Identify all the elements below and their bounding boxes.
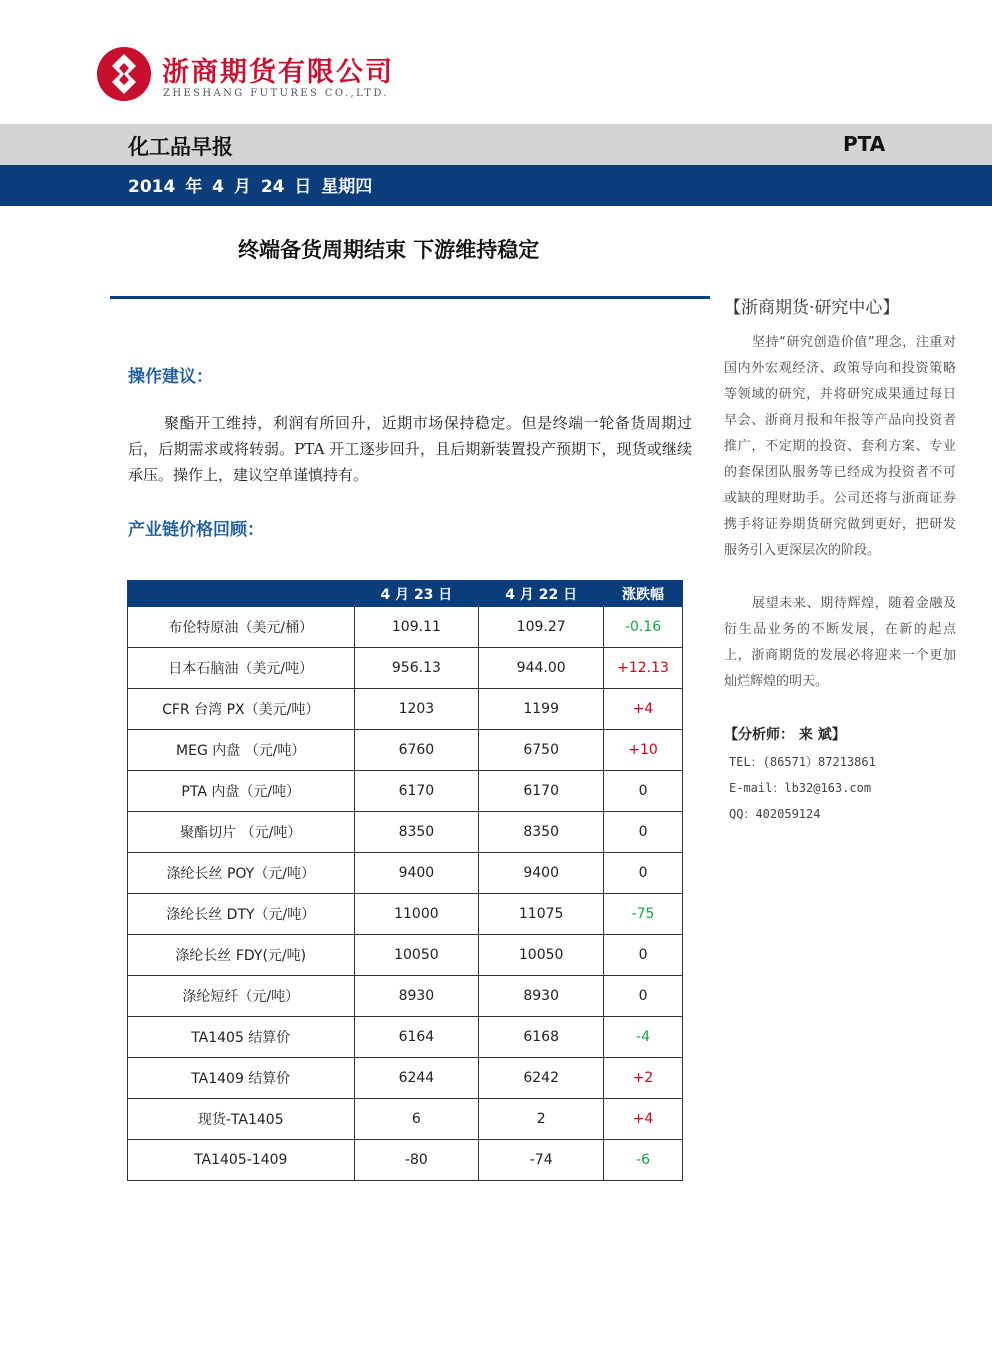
analyst-qq: QQ：402059124: [729, 807, 821, 821]
table-cell-chg: +4: [604, 689, 683, 730]
table-cell-v1: 6164: [354, 1017, 479, 1058]
table-cell-v1: 6170: [354, 771, 479, 812]
table-row: [128, 1099, 683, 1140]
table-cell-chg: +12.13: [604, 648, 683, 689]
table-cell-v2: 1199: [479, 689, 604, 730]
table-cell-chg: 0: [604, 853, 683, 894]
table-cell-chg: +10: [604, 730, 683, 771]
table-cell-v2: 8930: [479, 976, 604, 1017]
analyst-tel: TEL：(86571）87213861: [729, 755, 876, 769]
table-cell-v2: 9400: [479, 853, 604, 894]
headline: 终端备货周期结束 下游维持稳定: [238, 238, 540, 262]
table-cell-name: 布伦特原油（美元/桶）: [128, 607, 355, 648]
table-cell-chg: 0: [604, 812, 683, 853]
report-date: 2014 年 4 月 24 日 星期四: [128, 177, 373, 197]
product-name: PTA: [843, 132, 886, 156]
table-cell-name: TA1405 结算价: [128, 1017, 355, 1058]
table-cell-chg: 0: [604, 976, 683, 1017]
table-cell-v1: 6: [354, 1099, 479, 1140]
brand-name-cn: 浙商期货有限公司: [162, 57, 394, 88]
table-cell-v2: 6750: [479, 730, 604, 771]
table-row: [128, 976, 683, 1017]
table-row: [128, 894, 683, 935]
table-cell-v1: 11000: [354, 894, 479, 935]
table-cell-name: MEG 内盘 （元/吨）: [128, 730, 355, 771]
table-cell-chg: +2: [604, 1058, 683, 1099]
table-cell-v1: 6760: [354, 730, 479, 771]
headline-divider: [110, 296, 710, 299]
table-cell-name: 涤纶短纤（元/吨）: [128, 976, 355, 1017]
table-row: [128, 935, 683, 976]
table-cell-name: 现货-TA1405: [128, 1099, 355, 1140]
review-title: 产业链价格回顾：: [128, 520, 264, 540]
table-cell-name: CFR 台湾 PX（美元/吨）: [128, 689, 355, 730]
table-cell-name: TA1405-1409: [128, 1140, 355, 1181]
table-cell-name: 涤纶长丝 FDY(元/吨): [128, 935, 355, 976]
table-row: [128, 1017, 683, 1058]
table-header: [128, 581, 355, 607]
table-cell-v2: 2: [479, 1099, 604, 1140]
table-cell-chg: 0: [604, 771, 683, 812]
table-cell-v1: 8930: [354, 976, 479, 1017]
table-cell-chg: -0.16: [604, 607, 683, 648]
table-row: [128, 771, 683, 812]
table-cell-chg: -4: [604, 1017, 683, 1058]
table-cell-chg: -75: [604, 894, 683, 935]
table-cell-chg: 0: [604, 935, 683, 976]
table-cell-v1: -80: [354, 1140, 479, 1181]
table-cell-v2: 6170: [479, 771, 604, 812]
table-cell-v2: 11075: [479, 894, 604, 935]
table-cell-name: 涤纶长丝 POY（元/吨）: [128, 853, 355, 894]
table-cell-name: 涤纶长丝 DTY（元/吨）: [128, 894, 355, 935]
table-row: [128, 853, 683, 894]
table-cell-name: 聚酯切片 （元/吨）: [128, 812, 355, 853]
table-cell-v1: 8350: [354, 812, 479, 853]
price-table: [127, 580, 683, 1181]
table-cell-v2: 6168: [479, 1017, 604, 1058]
table-cell-v2: 6242: [479, 1058, 604, 1099]
sidebar-outlook: 展望未来、期待辉煌，随着金融及衍生品业务的不断发展，在新的起点上，浙商期货的发展必将迎来一个更加灿烂辉煌的明天。: [724, 596, 956, 689]
report-type: 化工品早报: [128, 135, 233, 159]
company-logo-icon: [96, 46, 152, 102]
brand-name-en: ZHESHANG FUTURES CO.,LTD.: [163, 88, 389, 99]
table-cell-v2: 109.27: [479, 607, 604, 648]
table-cell-v1: 10050: [354, 935, 479, 976]
table-row: [128, 730, 683, 771]
table-cell-name: 日本石脑油（美元/吨）: [128, 648, 355, 689]
table-cell-v1: 9400: [354, 853, 479, 894]
table-cell-v1: 956.13: [354, 648, 479, 689]
table-cell-v2: -74: [479, 1140, 604, 1181]
table-cell-chg: +4: [604, 1099, 683, 1140]
table-cell-v1: 1203: [354, 689, 479, 730]
analyst-title: 【分析师： 来 斌】: [724, 727, 846, 743]
table-row: [128, 812, 683, 853]
sidebar-title: 【浙商期货·研究中心】: [724, 298, 900, 318]
sidebar-intro: 坚持“研究创造价值”理念，注重对国内外宏观经济、政策导向和投资策略等领域的研究，并将研究成果通过每日早会、浙商月报和年报等产品向投资者推广，不定期的投资、套利方案、专业的套保团队服务等已经成为投资者不可或缺的理财助手。公司还将与浙商证券携手将证券期货研究做到更好，把研发服务引入更深层次的阶段。: [724, 335, 956, 558]
advice-title: 操作建议：: [128, 367, 213, 387]
table-cell-v1: 109.11: [354, 607, 479, 648]
table-header-row: [128, 581, 683, 607]
table-row: [128, 648, 683, 689]
analyst-email: E-mail：lb32@163.com: [729, 781, 872, 795]
table-header: 涨跌幅: [604, 581, 683, 607]
advice-text: 聚酯开工维持，利润有所回升，近期市场保持稳定。但是终端一轮备货周期过后，后期需求或将转弱。PTA 开工逐步回升，且后期新装置投产预期下，现货或继续承压。操作上，建议空单谨慎持有。: [128, 414, 692, 484]
table-cell-v2: 944.00: [479, 648, 604, 689]
table-header: 4 月 22 日: [479, 581, 604, 607]
table-header: 4 月 23 日: [354, 581, 479, 607]
table-row: [128, 1140, 683, 1181]
table-row: [128, 689, 683, 730]
table-cell-v2: 10050: [479, 935, 604, 976]
table-cell-v2: 8350: [479, 812, 604, 853]
table-cell-name: TA1409 结算价: [128, 1058, 355, 1099]
table-cell-v1: 6244: [354, 1058, 479, 1099]
table-cell-chg: -6: [604, 1140, 683, 1181]
table-row: [128, 607, 683, 648]
table-row: [128, 1058, 683, 1099]
table-cell-name: PTA 内盘（元/吨）: [128, 771, 355, 812]
